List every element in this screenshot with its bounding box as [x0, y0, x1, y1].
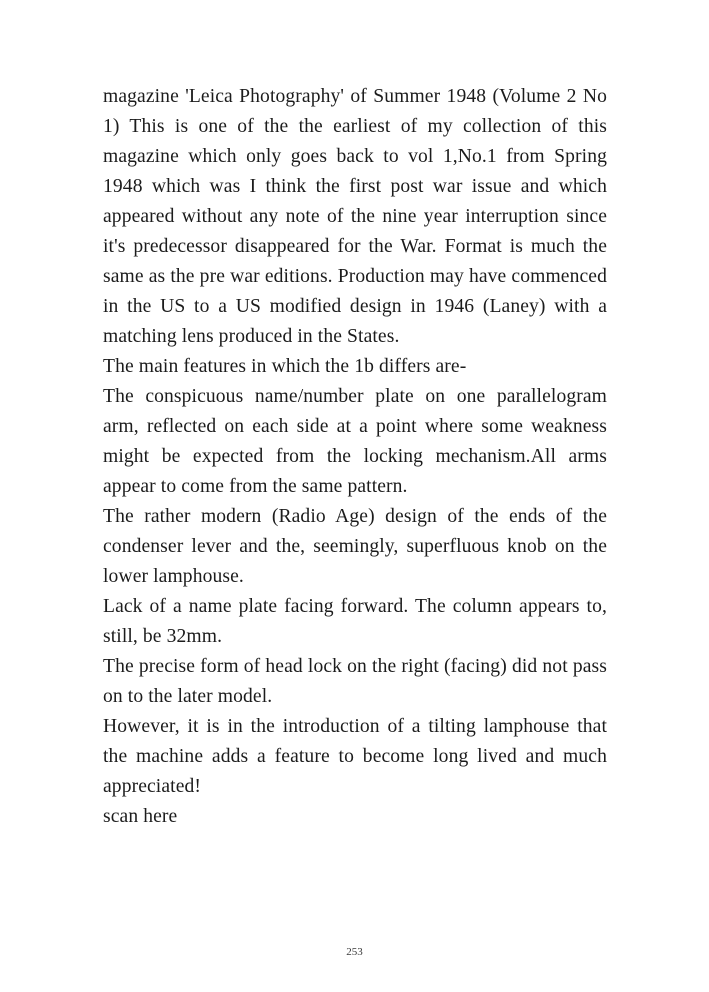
- paragraph: However, it is in the introduction of a tilting lamphouse that the machine adds a feature to become long lived and much appreciated!: [103, 716, 607, 797]
- paragraph: The rather modern (Radio Age) design of the ends of the condenser lever and the, seemingly, superfluous knob on the lower lamphouse.: [103, 506, 607, 587]
- paragraph: The conspicuous name/number plate on one parallelogram arm, reflected on each side at a point where some weakness might be expected from the locking mechanism.All arms appear to come from the same pattern.: [103, 386, 607, 497]
- paragraph: Lack of a name plate facing forward. The column appears to, still, be 32mm.: [103, 596, 607, 647]
- paragraph: The precise form of head lock on the right (facing) did not pass on to the later model.: [103, 656, 607, 707]
- page-number: 253: [346, 946, 363, 958]
- paragraph: scan here: [103, 806, 178, 827]
- paragraph: The main features in which the 1b differs are-: [103, 356, 467, 377]
- paragraph: magazine 'Leica Photography' of Summer 1948 (Volume 2 No 1) This is one of the the earliest of my collection of this magazine which only goes back to vol 1,No.1 from Spring 1948 which was I think the first post war issue and which appeared without any note of the nine year interruption since it's predecessor disappeared for the War. Format is much the same as the pre war editions. Production may have commenced in the US to a US modified design in 1946 (Laney) with a matching lens produced in the States.: [103, 86, 607, 347]
- text-block: [103, 82, 607, 832]
